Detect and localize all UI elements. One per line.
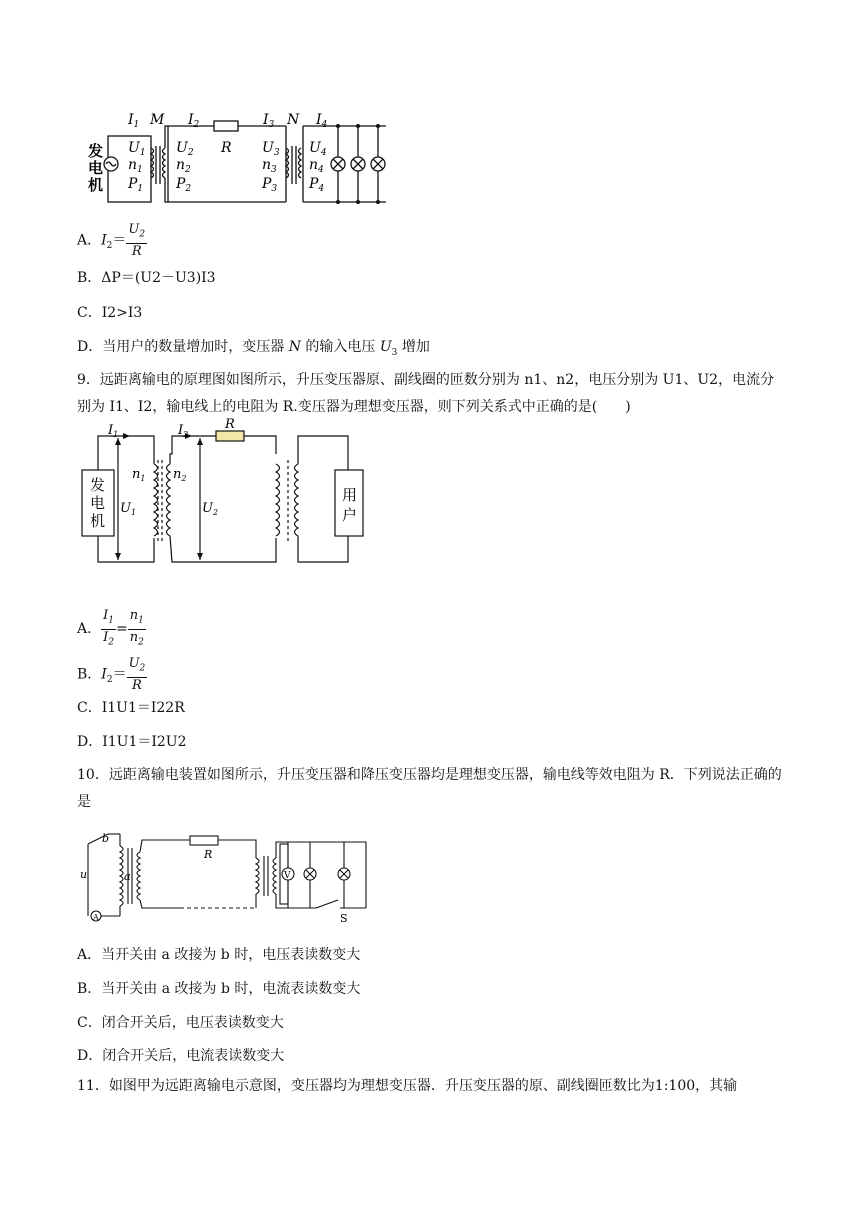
- svg-text:n2: $n_2$: [173, 467, 187, 483]
- svg-text:P4: $P_4$: [309, 176, 325, 194]
- svg-text:n3: $n_3$: [262, 157, 277, 175]
- q8-option-d: D．当用户的数量增加时，变压器 N 的输入电压 $U_3$ 增加: [77, 339, 430, 358]
- svg-text:I3: $I_3$: [263, 112, 275, 130]
- q9-option-b: B．$I_2=$ $\frac{U_2}{R}$: [77, 656, 146, 693]
- svg-text:a: a: [124, 870, 131, 883]
- svg-text:电: 电: [90, 494, 106, 512]
- q11-stem: 11．如图甲为远距离输电示意图，变压器均为理想变压器．升压变压器的原、副线圈匝数比为1:100，其输: [77, 1078, 738, 1094]
- svg-text:n2: $n_2$: [176, 157, 191, 175]
- svg-text:机: 机: [90, 512, 106, 530]
- svg-text:U2: $U_2$: [202, 501, 219, 517]
- svg-text:R: R: [221, 140, 232, 156]
- q10-option-c: C．闭合开关后，电压表读数变大: [77, 1015, 284, 1031]
- svg-text:I1: $I_1$: [108, 423, 119, 439]
- q9-option-a: A． $\frac{I_1}{I_2}$ = $\frac{n_1}{n_2}$: [77, 608, 144, 648]
- svg-text:n1: $n_1$: [132, 467, 146, 483]
- svg-text:U4: $U_4$: [309, 140, 327, 158]
- svg-text:n4: $n_4$: [309, 157, 324, 175]
- circuit-figure-q10: [80, 832, 370, 924]
- svg-text:u: u: [80, 868, 88, 881]
- svg-text:U3: $U_3$: [262, 140, 280, 158]
- svg-text:机: 机: [88, 176, 104, 194]
- svg-text:用: 用: [342, 486, 358, 504]
- q8-option-b: B．ΔP＝(U2－U3)I3: [77, 270, 216, 286]
- q9-option-d: D．I1U1＝I2U2: [77, 734, 187, 750]
- svg-text:U1: $U_1$: [120, 501, 137, 517]
- svg-text:I2: $I_2$: [178, 423, 189, 439]
- svg-text:P1: $P_1$: [128, 176, 144, 194]
- q8-option-a: A．$I_2=$ $\frac{U_2}{R}$: [77, 222, 146, 259]
- svg-text:R: R: [225, 417, 235, 432]
- svg-text:M: M: [150, 112, 165, 128]
- circuit-figure-q9: [80, 417, 365, 566]
- svg-text:户: 户: [342, 506, 358, 524]
- svg-text:A: A: [93, 913, 99, 922]
- q10-option-d: D．闭合开关后，电流表读数变大: [77, 1048, 285, 1064]
- circuit-figure-q8: [80, 108, 400, 204]
- svg-text:U2: $U_2$: [176, 140, 194, 158]
- q10-option-a: A．当开关由 a 改接为 b 时，电压表读数变大: [77, 947, 361, 963]
- svg-text:发: 发: [90, 476, 106, 494]
- svg-text:S: S: [340, 912, 348, 925]
- svg-text:I2: $I_2$: [188, 112, 200, 130]
- q10-option-b: B．当开关由 a 改接为 b 时，电流表读数变大: [77, 981, 361, 997]
- q9-stem: 9．远距离输电的原理图如图所示，升压变压器原、副线圈的匝数分别为 n1、n2，电压分别为 U1、U2，电流分别为 I1、I2，输电线上的电阻为 R.变压器为理想变压器，则下列关系式中正确的是( ): [77, 372, 775, 415]
- q8-option-c: C．I2>I3: [77, 305, 143, 321]
- svg-text:P2: $P_2$: [176, 176, 192, 194]
- svg-text:I4: $I_4$: [316, 112, 328, 130]
- svg-text:I1: $I_1$: [128, 112, 140, 130]
- svg-text:N: N: [287, 112, 300, 128]
- svg-text:b: b: [102, 832, 110, 845]
- q10-stem: 10．远距离输电装置如图所示，升压变压器和降压变压器均是理想变压器，输电线等效电阻为 R．下列说法正确的是: [77, 767, 782, 810]
- svg-text:发: 发: [88, 142, 104, 160]
- q9-option-c: C．I1U1＝I22R: [77, 700, 185, 716]
- svg-text:P3: $P_3$: [262, 176, 278, 194]
- svg-text:R: R: [204, 848, 213, 861]
- svg-text:n1: $n_1$: [128, 157, 143, 175]
- svg-text:电: 电: [88, 159, 104, 177]
- svg-text:V: V: [284, 871, 291, 881]
- svg-text:U1: $U_1$: [128, 140, 146, 158]
